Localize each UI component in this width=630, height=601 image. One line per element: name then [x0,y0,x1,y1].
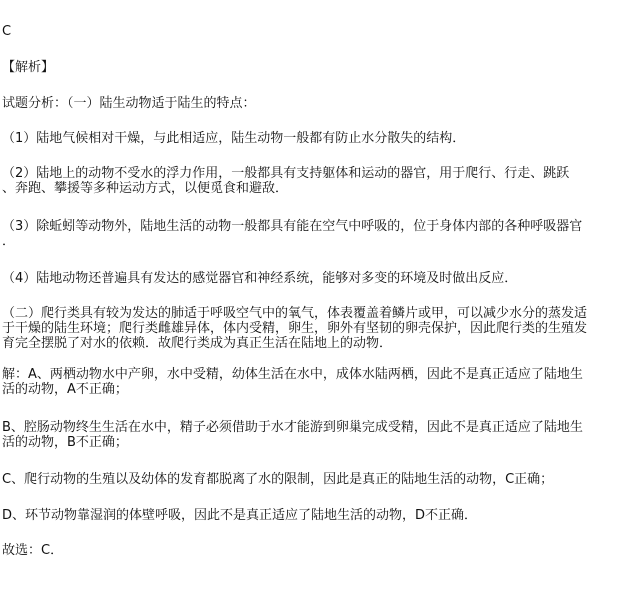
point-1: （1）陆地气候相对干燥，与此相适应，陆生动物一般都有防止水分散失的结构． [2,131,466,146]
solution-b: B、腔肠动物终生生活在水中，精子必须借助于水才能游到卵巢完成受精，因此不是真正适应了陆地生 活的动物，B不正确； [2,420,583,450]
analysis-intro: 试题分析：（一）陆生动物适于陆生的特点： [2,96,256,111]
solution-d: D、环节动物靠湿润的体壁呼吸，因此不是真正适应了陆地生活的动物，D不正确． [2,508,478,523]
analysis-header: 【解析】 [2,60,55,75]
point-3: （3）除蚯蚓等动物外，陆地生活的动物一般都具有能在空气中呼吸的，位于身体内部的各种呼吸器官 ． [2,219,583,249]
point-2: （2）陆地上的动物不受水的浮力作用，一般都具有支持躯体和运动的器官，用于爬行、行走、跳跃 、奔跑、攀援等多种运动方式，以便觅食和避敌． [2,166,570,196]
solution-a: 解：A、两栖动物水中产卵，水中受精，幼体生活在水中，成体水陆两栖，因此不是真正适应了陆地生 活的动物，A不正确； [2,367,583,397]
answer-letter: C [2,24,12,39]
part-two-paragraph: （二）爬行类具有较为发达的肺适于呼吸空气中的氧气，体表覆盖着鳞片或甲，可以减少水分的蒸发适 于干燥的陆生环境；爬行类雌雄异体，体内受精，卵生，卵外有坚韧的卵壳保护，因此爬行类的生殖发 育完全摆脱了对水的依赖．故爬行类成为真正生活在陆地上的动物． [2,306,588,351]
point-4: （4）陆地动物还普遍具有发达的感觉器官和神经系统，能够对多变的环境及时做出反应． [2,271,518,286]
solution-c: C、爬行动物的生殖以及幼体的发育都脱离了水的限制，因此是真正的陆地生活的动物，C正确； [2,472,554,487]
final-answer: 故选：C． [2,543,64,558]
